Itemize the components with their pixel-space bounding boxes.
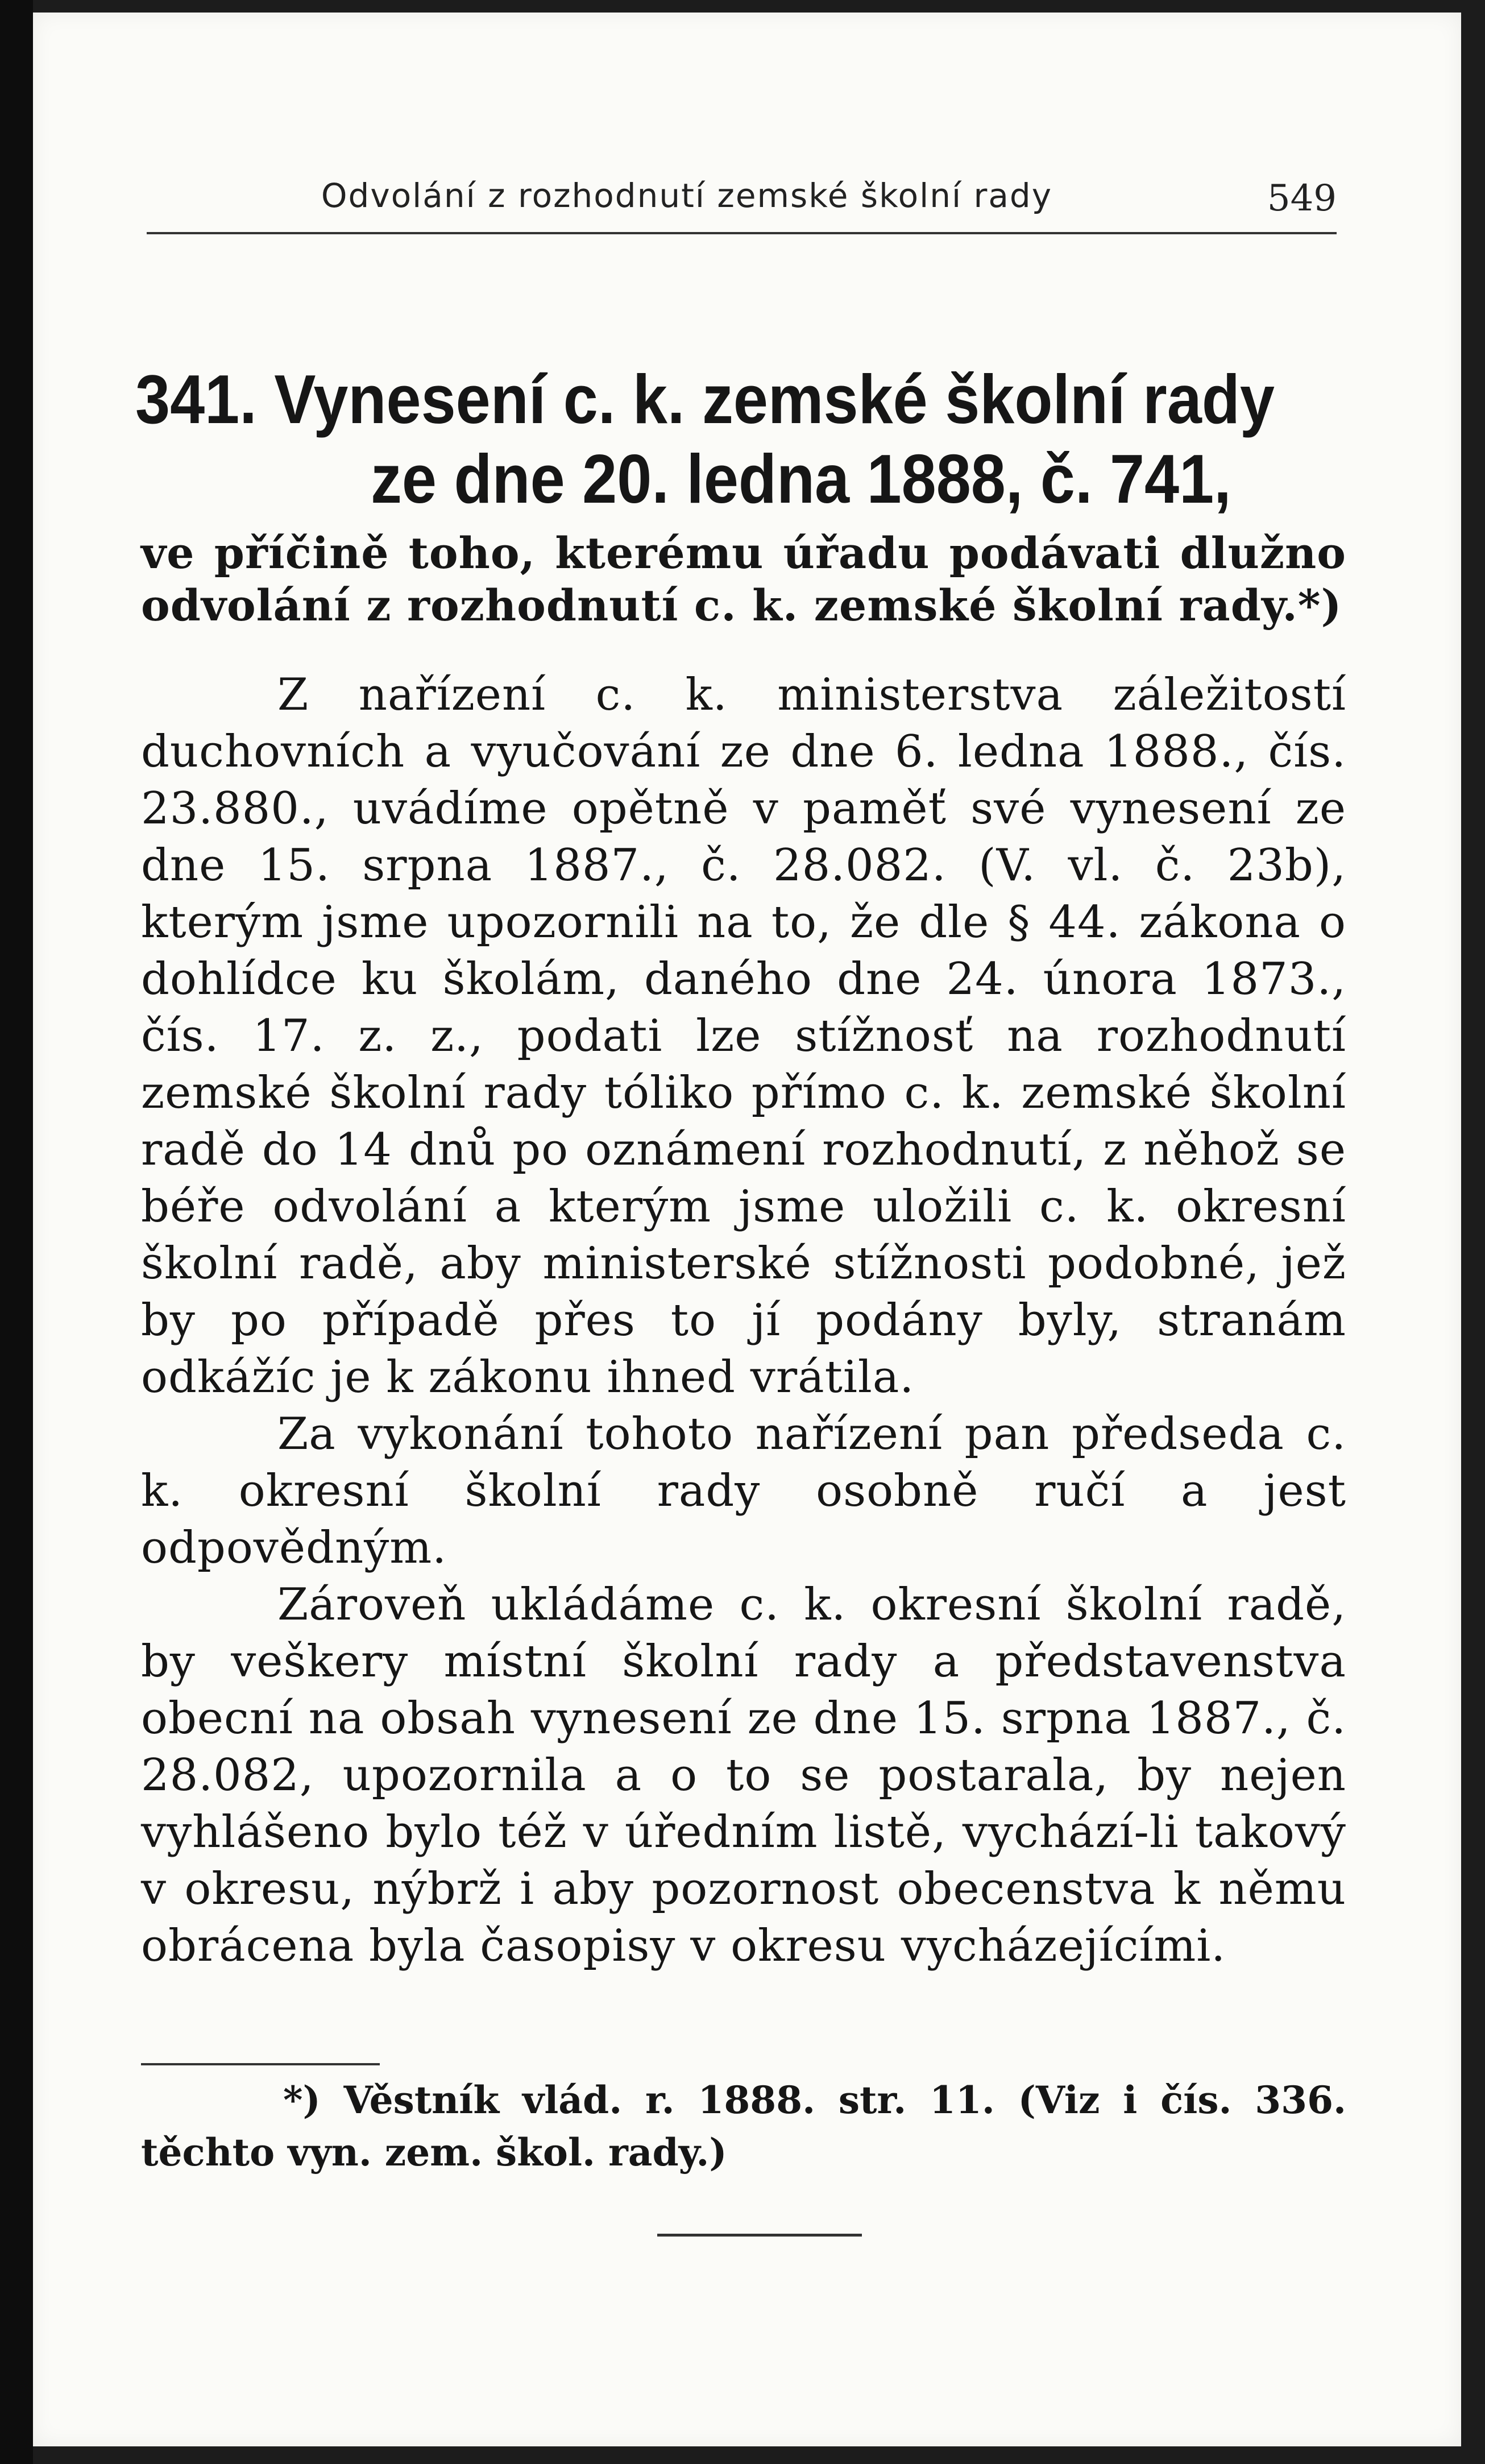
- section-subtitle: ve příčině toho, kterému úřadu podávati dlužno odvolání z rozhodnutí c. k. zemské školní rady.*): [141, 528, 1346, 631]
- footnote: [141, 2074, 1346, 2179]
- header-rule: [147, 232, 1337, 234]
- footnote-rule: [141, 2063, 380, 2065]
- end-rule: [657, 2234, 862, 2237]
- section-title: [135, 359, 1348, 519]
- paragraph: Za vykonání tohoto nařízení pan předseda c. k. okresní školní rady osobně ručí a jest odpovědným.: [141, 1409, 1346, 1573]
- body-text: [141, 666, 1346, 1974]
- section-title-line-2: ze dne 20. ledna 1888, č. 741,: [371, 440, 1231, 517]
- paragraph: Zároveň ukládáme c. k. okresní školní radě, by veškery místní školní rady a představenstva obecní na obsah vynesení ze dne 15. srpna 1887., č. 28.082, upozornila a o to se postarala, by nejen vyhlášeno bylo též v úředním listě, vychází-li takový v okresu, nýbrž i aby pozornost obecenstva k němu obrácena byla časopisy v okresu vycházejícími.: [141, 1579, 1346, 1972]
- running-title: Odvolání z rozhodnutí zemské školní rady: [321, 176, 1053, 215]
- page-header: [147, 165, 1337, 233]
- page-number: 549: [1267, 177, 1337, 220]
- paragraph: Z nařízení c. k. ministerstva záležitostí duchovních a vyučování ze dne 6. ledna 1888., čís. 23.880., uvádíme opětně v paměť své vynesení ze dne 15. srpna 1887., č. 28.082. (V. vl. č. 23b), kterým jsme upozornili na to, že dle § 44. zákona o dohlídce ku školám, daného dne 24. února 1873., čís. 17. z. z., podati lze stížnosť na rozhodnutí zemské školní rady tóliko přímo c. k. zemské školní radě do 14 dnů po oznámení rozhodnutí, z něhož se béře odvolání a kterým jsme uložili c. k. okresní školní radě, aby ministerské stížnosti podobné, jež by po případě přes to jí podány byly, stranám odkážíc je k zákonu ihned vrátila.: [141, 669, 1346, 1403]
- footnote-text: *) Věstník vlád. r. 1888. str. 11. (Viz i čís. 336. těchto vyn. zem. škol. rady.): [141, 2078, 1346, 2175]
- section-title-line-1: 341. Vynesení c. k. zemské školní rady: [135, 361, 1275, 438]
- scan-left-edge: [0, 0, 33, 2464]
- document-page: [33, 13, 1461, 2446]
